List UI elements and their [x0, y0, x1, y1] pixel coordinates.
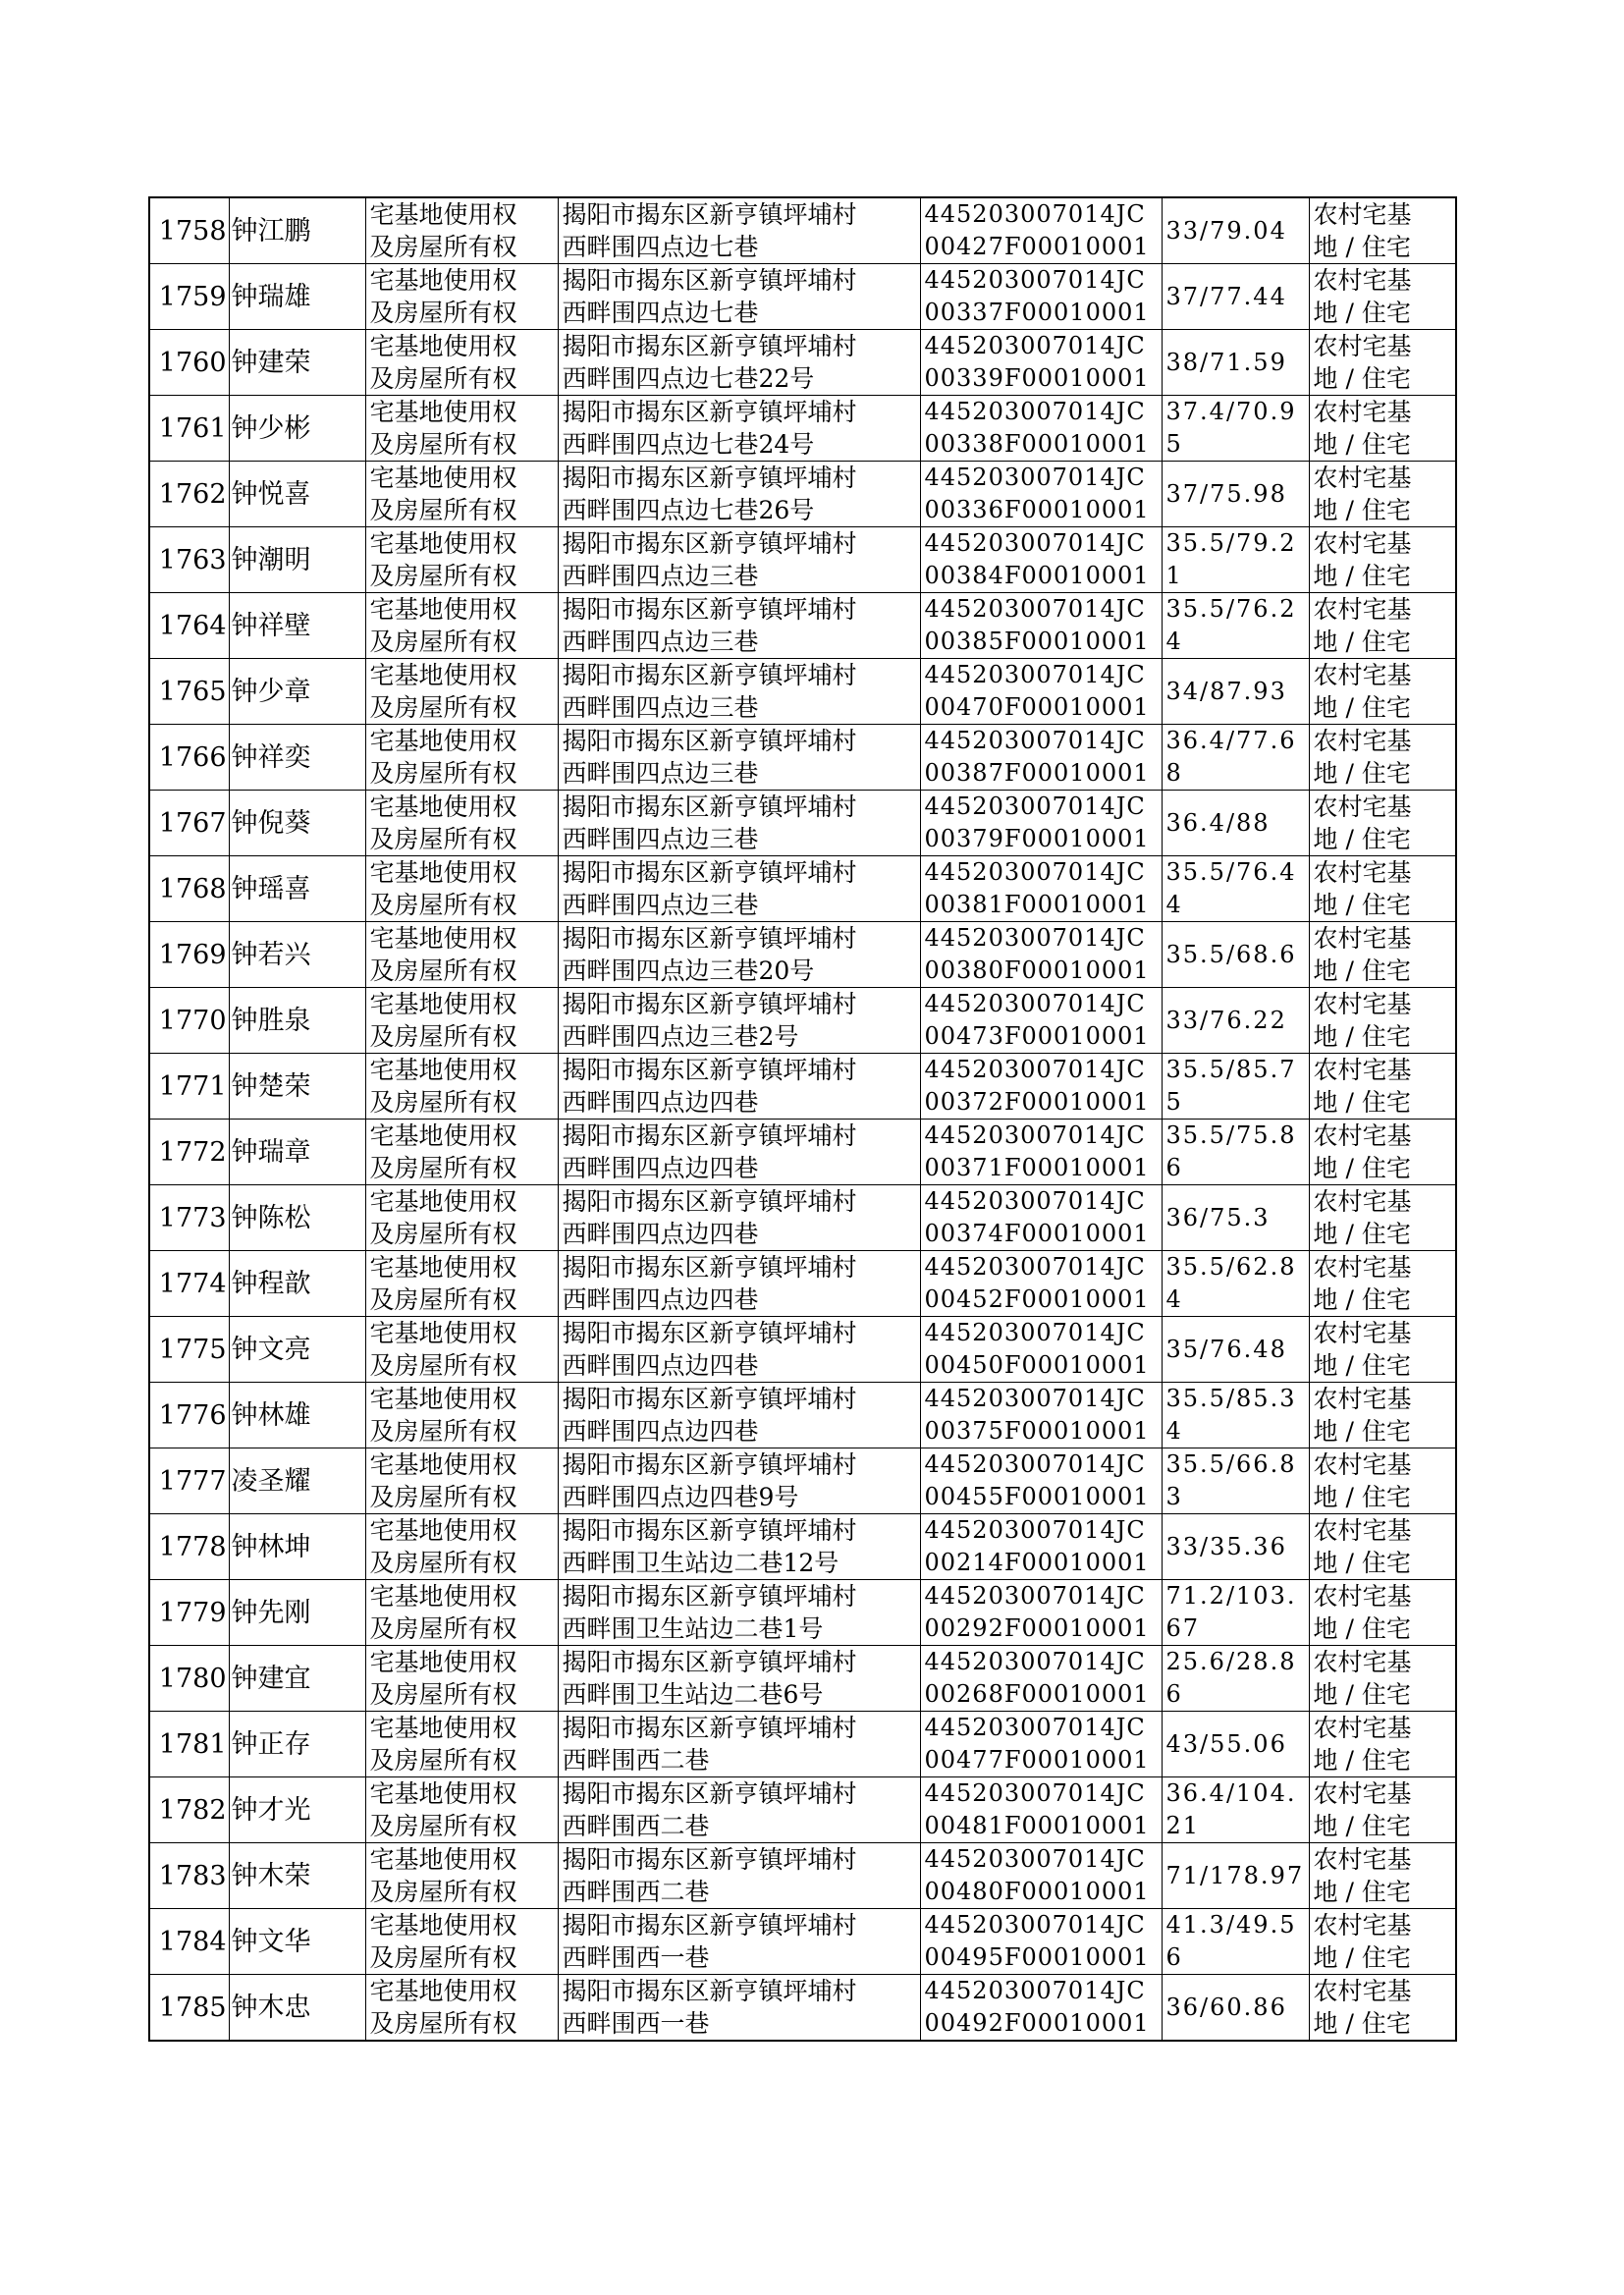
table-row — [149, 1843, 1456, 1909]
property-address: 揭阳市揭东区新亨镇坪埔村 西畔围四点边七巷22号 — [558, 330, 920, 396]
record-number: 1768 — [149, 856, 229, 922]
land-use: 农村宅基 地 / 住宅 — [1309, 527, 1456, 593]
table-row — [149, 1120, 1456, 1185]
land-use: 农村宅基 地 / 住宅 — [1309, 1777, 1456, 1843]
right-type: 宅基地使用权 及房屋所有权 — [365, 462, 558, 527]
unit-code: 445203007014JC00427F00010001 — [920, 197, 1162, 264]
owner-name: 钟祥奕 — [229, 725, 365, 791]
table-row — [149, 1251, 1456, 1317]
right-type: 宅基地使用权 及房屋所有权 — [365, 1317, 558, 1383]
unit-code: 445203007014JC00385F00010001 — [920, 593, 1162, 659]
table-row — [149, 1448, 1456, 1514]
land-use: 农村宅基 地 / 住宅 — [1309, 1383, 1456, 1448]
area-value: 36/60.86 — [1162, 1975, 1309, 2042]
area-value: 37.4/70.95 — [1162, 396, 1309, 462]
land-use: 农村宅基 地 / 住宅 — [1309, 659, 1456, 725]
property-address: 揭阳市揭东区新亨镇坪埔村 西畔围西一巷 — [558, 1975, 920, 2042]
land-use: 农村宅基 地 / 住宅 — [1309, 1054, 1456, 1120]
unit-code: 445203007014JC00477F00010001 — [920, 1712, 1162, 1777]
owner-name: 钟江鹏 — [229, 197, 365, 264]
owner-name: 钟陈松 — [229, 1185, 365, 1251]
unit-code: 445203007014JC00492F00010001 — [920, 1975, 1162, 2042]
area-value: 36/75.3 — [1162, 1185, 1309, 1251]
right-type: 宅基地使用权 及房屋所有权 — [365, 1251, 558, 1317]
area-value: 35.5/62.84 — [1162, 1251, 1309, 1317]
record-number: 1771 — [149, 1054, 229, 1120]
area-value: 35.5/66.83 — [1162, 1448, 1309, 1514]
table-row — [149, 1712, 1456, 1777]
property-address: 揭阳市揭东区新亨镇坪埔村 西畔围卫生站边二巷1号 — [558, 1580, 920, 1646]
record-number: 1775 — [149, 1317, 229, 1383]
right-type: 宅基地使用权 及房屋所有权 — [365, 593, 558, 659]
right-type: 宅基地使用权 及房屋所有权 — [365, 1185, 558, 1251]
record-number: 1776 — [149, 1383, 229, 1448]
owner-name: 钟建宜 — [229, 1646, 365, 1712]
property-address: 揭阳市揭东区新亨镇坪埔村 西畔围四点边七巷24号 — [558, 396, 920, 462]
table-row — [149, 791, 1456, 856]
area-value: 36.4/88 — [1162, 791, 1309, 856]
area-value: 35.5/85.75 — [1162, 1054, 1309, 1120]
area-value: 35.5/75.86 — [1162, 1120, 1309, 1185]
property-address: 揭阳市揭东区新亨镇坪埔村 西畔围卫生站边二巷6号 — [558, 1646, 920, 1712]
right-type: 宅基地使用权 及房屋所有权 — [365, 264, 558, 330]
area-value: 35.5/76.24 — [1162, 593, 1309, 659]
land-use: 农村宅基 地 / 住宅 — [1309, 1843, 1456, 1909]
property-address: 揭阳市揭东区新亨镇坪埔村 西畔围四点边三巷 — [558, 659, 920, 725]
owner-name: 钟林雄 — [229, 1383, 365, 1448]
property-address: 揭阳市揭东区新亨镇坪埔村 西畔围四点边四巷 — [558, 1185, 920, 1251]
area-value: 33/76.22 — [1162, 988, 1309, 1054]
area-value: 35.5/79.21 — [1162, 527, 1309, 593]
table-row — [149, 1317, 1456, 1383]
right-type: 宅基地使用权 及房屋所有权 — [365, 922, 558, 988]
record-number: 1761 — [149, 396, 229, 462]
area-value: 25.6/28.86 — [1162, 1646, 1309, 1712]
owner-name: 钟潮明 — [229, 527, 365, 593]
land-use: 农村宅基 地 / 住宅 — [1309, 396, 1456, 462]
area-value: 35.5/85.34 — [1162, 1383, 1309, 1448]
unit-code: 445203007014JC00480F00010001 — [920, 1843, 1162, 1909]
owner-name: 钟瑞章 — [229, 1120, 365, 1185]
property-address: 揭阳市揭东区新亨镇坪埔村 西畔围四点边四巷 — [558, 1251, 920, 1317]
area-value: 37/75.98 — [1162, 462, 1309, 527]
owner-name: 钟瑶喜 — [229, 856, 365, 922]
right-type: 宅基地使用权 及房屋所有权 — [365, 527, 558, 593]
unit-code: 445203007014JC00372F00010001 — [920, 1054, 1162, 1120]
record-number: 1784 — [149, 1909, 229, 1975]
unit-code: 445203007014JC00375F00010001 — [920, 1383, 1162, 1448]
property-address: 揭阳市揭东区新亨镇坪埔村 西畔围四点边三巷 — [558, 791, 920, 856]
owner-name: 钟少章 — [229, 659, 365, 725]
area-value: 71.2/103.67 — [1162, 1580, 1309, 1646]
record-number: 1785 — [149, 1975, 229, 2042]
unit-code: 445203007014JC00380F00010001 — [920, 922, 1162, 988]
unit-code: 445203007014JC00214F00010001 — [920, 1514, 1162, 1580]
unit-code: 445203007014JC00495F00010001 — [920, 1909, 1162, 1975]
table-row — [149, 1383, 1456, 1448]
unit-code: 445203007014JC00450F00010001 — [920, 1317, 1162, 1383]
table-row — [149, 1646, 1456, 1712]
table-row — [149, 922, 1456, 988]
table-row — [149, 396, 1456, 462]
property-address: 揭阳市揭东区新亨镇坪埔村 西畔围卫生站边二巷12号 — [558, 1514, 920, 1580]
right-type: 宅基地使用权 及房屋所有权 — [365, 725, 558, 791]
unit-code: 445203007014JC00292F00010001 — [920, 1580, 1162, 1646]
unit-code: 445203007014JC00387F00010001 — [920, 725, 1162, 791]
right-type: 宅基地使用权 及房屋所有权 — [365, 1448, 558, 1514]
area-value: 41.3/49.56 — [1162, 1909, 1309, 1975]
record-number: 1763 — [149, 527, 229, 593]
property-address: 揭阳市揭东区新亨镇坪埔村 西畔围四点边七巷26号 — [558, 462, 920, 527]
record-number: 1766 — [149, 725, 229, 791]
owner-name: 钟楚荣 — [229, 1054, 365, 1120]
land-use: 农村宅基 地 / 住宅 — [1309, 1580, 1456, 1646]
table-row — [149, 1054, 1456, 1120]
owner-name: 凌圣耀 — [229, 1448, 365, 1514]
unit-code: 445203007014JC00470F00010001 — [920, 659, 1162, 725]
area-value: 37/77.44 — [1162, 264, 1309, 330]
property-address: 揭阳市揭东区新亨镇坪埔村 西畔围西二巷 — [558, 1843, 920, 1909]
owner-name: 钟悦喜 — [229, 462, 365, 527]
right-type: 宅基地使用权 及房屋所有权 — [365, 988, 558, 1054]
unit-code: 445203007014JC00452F00010001 — [920, 1251, 1162, 1317]
table-row — [149, 330, 1456, 396]
unit-code: 445203007014JC00455F00010001 — [920, 1448, 1162, 1514]
record-number: 1779 — [149, 1580, 229, 1646]
right-type: 宅基地使用权 及房屋所有权 — [365, 330, 558, 396]
unit-code: 445203007014JC00336F00010001 — [920, 462, 1162, 527]
owner-name: 钟正存 — [229, 1712, 365, 1777]
table-row — [149, 197, 1456, 264]
owner-name: 钟若兴 — [229, 922, 365, 988]
property-address: 揭阳市揭东区新亨镇坪埔村 西畔围西二巷 — [558, 1777, 920, 1843]
property-address: 揭阳市揭东区新亨镇坪埔村 西畔围四点边四巷9号 — [558, 1448, 920, 1514]
land-use: 农村宅基 地 / 住宅 — [1309, 791, 1456, 856]
record-number: 1777 — [149, 1448, 229, 1514]
right-type: 宅基地使用权 及房屋所有权 — [365, 1120, 558, 1185]
table-row — [149, 1975, 1456, 2042]
property-address: 揭阳市揭东区新亨镇坪埔村 西畔围四点边三巷 — [558, 527, 920, 593]
record-number: 1783 — [149, 1843, 229, 1909]
land-use: 农村宅基 地 / 住宅 — [1309, 1514, 1456, 1580]
property-address: 揭阳市揭东区新亨镇坪埔村 西畔围四点边四巷 — [558, 1383, 920, 1448]
record-number: 1760 — [149, 330, 229, 396]
unit-code: 445203007014JC00384F00010001 — [920, 527, 1162, 593]
right-type: 宅基地使用权 及房屋所有权 — [365, 396, 558, 462]
area-value: 33/35.36 — [1162, 1514, 1309, 1580]
registry-table — [148, 196, 1457, 2042]
owner-name: 钟倪葵 — [229, 791, 365, 856]
land-use: 农村宅基 地 / 住宅 — [1309, 330, 1456, 396]
property-address: 揭阳市揭东区新亨镇坪埔村 西畔围四点边三巷 — [558, 725, 920, 791]
owner-name: 钟文亮 — [229, 1317, 365, 1383]
property-address: 揭阳市揭东区新亨镇坪埔村 西畔围四点边四巷 — [558, 1317, 920, 1383]
record-number: 1778 — [149, 1514, 229, 1580]
right-type: 宅基地使用权 及房屋所有权 — [365, 1975, 558, 2042]
land-use: 农村宅基 地 / 住宅 — [1309, 197, 1456, 264]
property-address: 揭阳市揭东区新亨镇坪埔村 西畔围四点边七巷 — [558, 264, 920, 330]
record-number: 1769 — [149, 922, 229, 988]
land-use: 农村宅基 地 / 住宅 — [1309, 462, 1456, 527]
property-address: 揭阳市揭东区新亨镇坪埔村 西畔围四点边三巷 — [558, 593, 920, 659]
table-row — [149, 1777, 1456, 1843]
land-use: 农村宅基 地 / 住宅 — [1309, 1251, 1456, 1317]
table-row — [149, 462, 1456, 527]
property-address: 揭阳市揭东区新亨镇坪埔村 西畔围西二巷 — [558, 1712, 920, 1777]
property-address: 揭阳市揭东区新亨镇坪埔村 西畔围西一巷 — [558, 1909, 920, 1975]
table-row — [149, 725, 1456, 791]
land-use: 农村宅基 地 / 住宅 — [1309, 1448, 1456, 1514]
land-use: 农村宅基 地 / 住宅 — [1309, 988, 1456, 1054]
record-number: 1772 — [149, 1120, 229, 1185]
area-value: 35.5/68.6 — [1162, 922, 1309, 988]
property-address: 揭阳市揭东区新亨镇坪埔村 西畔围四点边四巷 — [558, 1054, 920, 1120]
owner-name: 钟胜泉 — [229, 988, 365, 1054]
table-row — [149, 856, 1456, 922]
right-type: 宅基地使用权 及房屋所有权 — [365, 1580, 558, 1646]
unit-code: 445203007014JC00381F00010001 — [920, 856, 1162, 922]
table-row — [149, 1185, 1456, 1251]
area-value: 34/87.93 — [1162, 659, 1309, 725]
record-number: 1767 — [149, 791, 229, 856]
owner-name: 钟祥壁 — [229, 593, 365, 659]
table-row — [149, 1514, 1456, 1580]
owner-name: 钟少彬 — [229, 396, 365, 462]
owner-name: 钟建荣 — [229, 330, 365, 396]
land-use: 农村宅基 地 / 住宅 — [1309, 1975, 1456, 2042]
owner-name: 钟木忠 — [229, 1975, 365, 2042]
table-row — [149, 659, 1456, 725]
owner-name: 钟程歆 — [229, 1251, 365, 1317]
right-type: 宅基地使用权 及房屋所有权 — [365, 1514, 558, 1580]
land-use: 农村宅基 地 / 住宅 — [1309, 1185, 1456, 1251]
record-number: 1773 — [149, 1185, 229, 1251]
table-row — [149, 1909, 1456, 1975]
owner-name: 钟瑞雄 — [229, 264, 365, 330]
right-type: 宅基地使用权 及房屋所有权 — [365, 1909, 558, 1975]
land-use: 农村宅基 地 / 住宅 — [1309, 1712, 1456, 1777]
area-value: 43/55.06 — [1162, 1712, 1309, 1777]
owner-name: 钟木荣 — [229, 1843, 365, 1909]
right-type: 宅基地使用权 及房屋所有权 — [365, 1646, 558, 1712]
owner-name: 钟林坤 — [229, 1514, 365, 1580]
owner-name: 钟才光 — [229, 1777, 365, 1843]
table-body — [149, 197, 1456, 2041]
table-row — [149, 593, 1456, 659]
unit-code: 445203007014JC00374F00010001 — [920, 1185, 1162, 1251]
property-address: 揭阳市揭东区新亨镇坪埔村 西畔围四点边三巷 — [558, 856, 920, 922]
area-value: 35.5/76.44 — [1162, 856, 1309, 922]
unit-code: 445203007014JC00473F00010001 — [920, 988, 1162, 1054]
land-use: 农村宅基 地 / 住宅 — [1309, 1909, 1456, 1975]
property-address: 揭阳市揭东区新亨镇坪埔村 西畔围四点边三巷2号 — [558, 988, 920, 1054]
area-value: 71/178.97 — [1162, 1843, 1309, 1909]
table-row — [149, 988, 1456, 1054]
land-use: 农村宅基 地 / 住宅 — [1309, 1120, 1456, 1185]
record-number: 1774 — [149, 1251, 229, 1317]
record-number: 1770 — [149, 988, 229, 1054]
right-type: 宅基地使用权 及房屋所有权 — [365, 1712, 558, 1777]
record-number: 1781 — [149, 1712, 229, 1777]
unit-code: 445203007014JC00379F00010001 — [920, 791, 1162, 856]
unit-code: 445203007014JC00338F00010001 — [920, 396, 1162, 462]
right-type: 宅基地使用权 及房屋所有权 — [365, 1054, 558, 1120]
right-type: 宅基地使用权 及房屋所有权 — [365, 1777, 558, 1843]
record-number: 1764 — [149, 593, 229, 659]
unit-code: 445203007014JC00371F00010001 — [920, 1120, 1162, 1185]
table-row — [149, 264, 1456, 330]
land-use: 农村宅基 地 / 住宅 — [1309, 1646, 1456, 1712]
area-value: 38/71.59 — [1162, 330, 1309, 396]
table-row — [149, 527, 1456, 593]
property-address: 揭阳市揭东区新亨镇坪埔村 西畔围四点边七巷 — [558, 197, 920, 264]
unit-code: 445203007014JC00339F00010001 — [920, 330, 1162, 396]
record-number: 1762 — [149, 462, 229, 527]
area-value: 35/76.48 — [1162, 1317, 1309, 1383]
land-use: 农村宅基 地 / 住宅 — [1309, 856, 1456, 922]
unit-code: 445203007014JC00337F00010001 — [920, 264, 1162, 330]
table-row — [149, 1580, 1456, 1646]
area-value: 36.4/104.21 — [1162, 1777, 1309, 1843]
right-type: 宅基地使用权 及房屋所有权 — [365, 1383, 558, 1448]
record-number: 1759 — [149, 264, 229, 330]
right-type: 宅基地使用权 及房屋所有权 — [365, 659, 558, 725]
area-value: 33/79.04 — [1162, 197, 1309, 264]
property-address: 揭阳市揭东区新亨镇坪埔村 西畔围四点边四巷 — [558, 1120, 920, 1185]
right-type: 宅基地使用权 及房屋所有权 — [365, 791, 558, 856]
right-type: 宅基地使用权 及房屋所有权 — [365, 856, 558, 922]
unit-code: 445203007014JC00268F00010001 — [920, 1646, 1162, 1712]
unit-code: 445203007014JC00481F00010001 — [920, 1777, 1162, 1843]
owner-name: 钟先刚 — [229, 1580, 365, 1646]
land-use: 农村宅基 地 / 住宅 — [1309, 922, 1456, 988]
owner-name: 钟文华 — [229, 1909, 365, 1975]
property-address: 揭阳市揭东区新亨镇坪埔村 西畔围四点边三巷20号 — [558, 922, 920, 988]
right-type: 宅基地使用权 及房屋所有权 — [365, 1843, 558, 1909]
land-use: 农村宅基 地 / 住宅 — [1309, 725, 1456, 791]
right-type: 宅基地使用权 及房屋所有权 — [365, 197, 558, 264]
record-number: 1780 — [149, 1646, 229, 1712]
land-use: 农村宅基 地 / 住宅 — [1309, 1317, 1456, 1383]
record-number: 1765 — [149, 659, 229, 725]
land-use: 农村宅基 地 / 住宅 — [1309, 593, 1456, 659]
area-value: 36.4/77.68 — [1162, 725, 1309, 791]
land-use: 农村宅基 地 / 住宅 — [1309, 264, 1456, 330]
record-number: 1758 — [149, 197, 229, 264]
record-number: 1782 — [149, 1777, 229, 1843]
